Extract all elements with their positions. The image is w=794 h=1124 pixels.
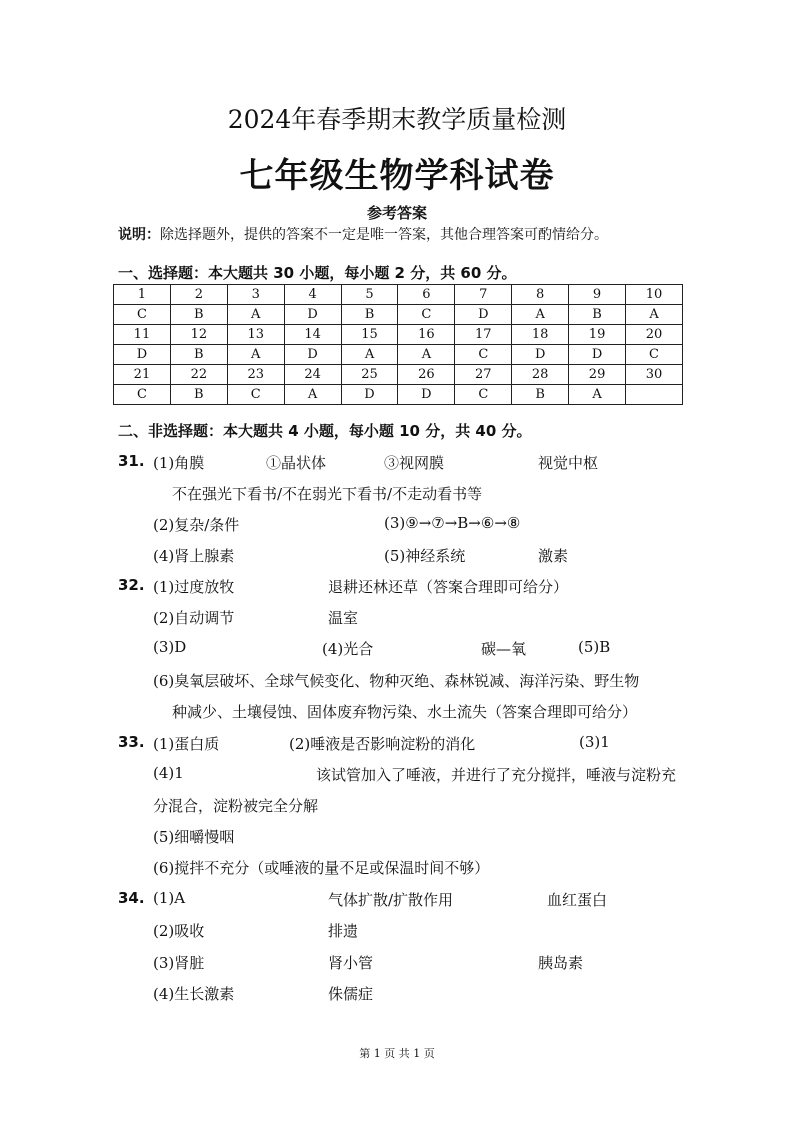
answer-cell: C <box>455 345 512 365</box>
question-number-cell: 6 <box>398 285 455 305</box>
q34-answer-3c: 胰岛素 <box>538 954 584 972</box>
question-number-cell: 27 <box>455 365 512 385</box>
q31-answer-3: (3)⑨→⑦→B→⑥→⑧ <box>384 514 521 532</box>
answer-cell: A <box>626 305 683 325</box>
answer-cell: D <box>569 345 626 365</box>
question-number-cell: 19 <box>569 325 626 345</box>
q34-answer-3b: 肾小管 <box>328 954 374 972</box>
question-number-row <box>114 325 683 345</box>
question-number-cell: 29 <box>569 365 626 385</box>
q32-answer-3: (3)D <box>153 638 187 656</box>
answer-cell: D <box>341 385 398 405</box>
answer-cell: D <box>455 305 512 325</box>
q32-answer-2b: 温室 <box>328 609 359 627</box>
question-number-cell: 30 <box>626 365 683 385</box>
question-31-number: 31. <box>118 452 145 470</box>
q33-answer-4-cont: 分混合，淀粉被完全分解 <box>153 797 319 815</box>
question-number-cell: 18 <box>512 325 569 345</box>
section2-heading: 二、非选择题：本大题共 4 小题，每小题 10 分，共 40 分。 <box>118 422 532 440</box>
question-number-cell: 26 <box>398 365 455 385</box>
note-label: 说明： <box>118 227 160 243</box>
q34-answer-3: (3)肾脏 <box>153 954 205 972</box>
q34-answer-4: (4)生长激素 <box>153 985 235 1003</box>
answer-cell: C <box>398 305 455 325</box>
question-number-cell: 9 <box>569 285 626 305</box>
answer-cell: B <box>170 305 227 325</box>
q34-answer-2b: 排遗 <box>328 922 359 940</box>
answer-cell: B <box>512 385 569 405</box>
question-number-cell: 8 <box>512 285 569 305</box>
q32-answer-1: (1)过度放牧 <box>153 578 235 596</box>
page-footer: 第 1 页 共 1 页 <box>359 1047 435 1060</box>
answer-cell: C <box>227 385 284 405</box>
answer-cell: C <box>114 385 171 405</box>
question-number-row <box>114 285 683 305</box>
question-32-number: 32. <box>118 576 145 594</box>
answer-cell: A <box>341 345 398 365</box>
q31-answer-1b: ①晶状体 <box>266 454 327 472</box>
q31-answer-1d: 视觉中枢 <box>538 454 599 472</box>
question-number-cell: 11 <box>114 325 171 345</box>
question-number-cell: 20 <box>626 325 683 345</box>
q31-answer-1: (1)角膜 <box>153 454 205 472</box>
answer-cell: C <box>114 305 171 325</box>
q33-answer-6: (6)搅拌不充分（或唾液的量不足或保温时间不够） <box>153 859 490 877</box>
q33-answer-4: (4)1 <box>153 764 184 782</box>
answer-cell: B <box>170 385 227 405</box>
q32-answer-5: (5)B <box>578 638 611 656</box>
question-number-cell: 4 <box>284 285 341 305</box>
q31-answer-line2: 不在强光下看书/不在弱光下看书/不走动看书等 <box>172 485 483 503</box>
q31-answer-4: (4)肾上腺素 <box>153 547 235 565</box>
question-number-cell: 21 <box>114 365 171 385</box>
q31-answer-2: (2)复杂/条件 <box>153 516 240 534</box>
question-number-cell: 14 <box>284 325 341 345</box>
answer-cell: D <box>398 385 455 405</box>
answer-cell: A <box>227 345 284 365</box>
answer-row <box>114 345 683 365</box>
question-number-cell: 17 <box>455 325 512 345</box>
question-number-cell: 22 <box>170 365 227 385</box>
question-number-cell: 10 <box>626 285 683 305</box>
q32-answer-1b: 退耕还林还草（答案合理即可给分） <box>328 578 569 596</box>
answer-cell: B <box>341 305 398 325</box>
question-number-cell: 28 <box>512 365 569 385</box>
q31-answer-5: (5)神经系统 <box>384 547 466 565</box>
answer-cell: D <box>512 345 569 365</box>
answer-key-subtitle: 参考答案 <box>366 204 427 222</box>
q33-answer-1: (1)蛋白质 <box>153 735 220 753</box>
answer-cell: A <box>398 345 455 365</box>
question-number-cell: 7 <box>455 285 512 305</box>
answer-table-body <box>114 285 683 405</box>
question-number-cell: 3 <box>227 285 284 305</box>
question-33-number: 33. <box>118 733 145 751</box>
q32-answer-2: (2)自动调节 <box>153 609 235 627</box>
answer-cell: A <box>284 385 341 405</box>
q34-answer-1: (1)A <box>153 889 186 907</box>
answer-cell: D <box>284 305 341 325</box>
section1-heading: 一、选择题：本大题共 30 小题，每小题 2 分，共 60 分。 <box>118 264 517 282</box>
q34-answer-1b: 气体扩散/扩散作用 <box>328 891 454 909</box>
answer-cell <box>626 385 683 405</box>
q34-answer-4b: 侏儒症 <box>328 985 374 1003</box>
choice-answer-table <box>113 284 683 405</box>
question-number-row <box>114 365 683 385</box>
answer-cell: B <box>569 305 626 325</box>
question-number-cell: 25 <box>341 365 398 385</box>
answer-cell: A <box>569 385 626 405</box>
q32-answer-4: (4)光合 <box>322 640 374 658</box>
question-number-cell: 13 <box>227 325 284 345</box>
question-number-cell: 12 <box>170 325 227 345</box>
q31-answer-5b: 激素 <box>538 547 569 565</box>
answer-cell: A <box>512 305 569 325</box>
question-number-cell: 5 <box>341 285 398 305</box>
question-34-number: 34. <box>118 889 145 907</box>
answer-cell: D <box>114 345 171 365</box>
question-number-cell: 23 <box>227 365 284 385</box>
question-number-cell: 24 <box>284 365 341 385</box>
question-number-cell: 15 <box>341 325 398 345</box>
answer-cell: A <box>227 305 284 325</box>
instructions-note <box>118 224 608 244</box>
subject-title: 七年级生物学科试卷 <box>239 156 555 196</box>
q32-answer-6-cont: 种减少、土壤侵蚀、固体废弃物污染、水土流失（答案合理即可给分） <box>172 703 638 721</box>
q33-answer-3: (3)1 <box>579 733 610 751</box>
question-number-cell: 16 <box>398 325 455 345</box>
q32-answer-6: (6)臭氧层破坏、全球气候变化、物种灭绝、森林锐减、海洋污染、野生物 <box>153 672 640 690</box>
answer-cell: C <box>626 345 683 365</box>
note-text: 除选择题外，提供的答案不一定是唯一答案，其他合理答案可酌情给分。 <box>160 227 608 243</box>
q31-answer-1c: ③视网膜 <box>384 454 445 472</box>
q34-answer-1c: 血红蛋白 <box>547 891 608 909</box>
q32-answer-4b: 碳—氧 <box>481 640 527 658</box>
q34-answer-2: (2)吸收 <box>153 922 205 940</box>
answer-row <box>114 305 683 325</box>
answer-cell: D <box>284 345 341 365</box>
q33-answer-5: (5)细嚼慢咽 <box>153 828 235 846</box>
answer-cell: C <box>455 385 512 405</box>
answer-cell: B <box>170 345 227 365</box>
q33-answer-2: (2)唾液是否影响淀粉的消化 <box>289 735 476 753</box>
answer-row <box>114 385 683 405</box>
question-number-cell: 2 <box>170 285 227 305</box>
question-number-cell: 1 <box>114 285 171 305</box>
q33-answer-4b: 该试管加入了唾液，并进行了充分搅拌，唾液与淀粉充 <box>316 766 677 784</box>
exam-title: 2024年春季期末教学质量检测 <box>227 105 567 134</box>
